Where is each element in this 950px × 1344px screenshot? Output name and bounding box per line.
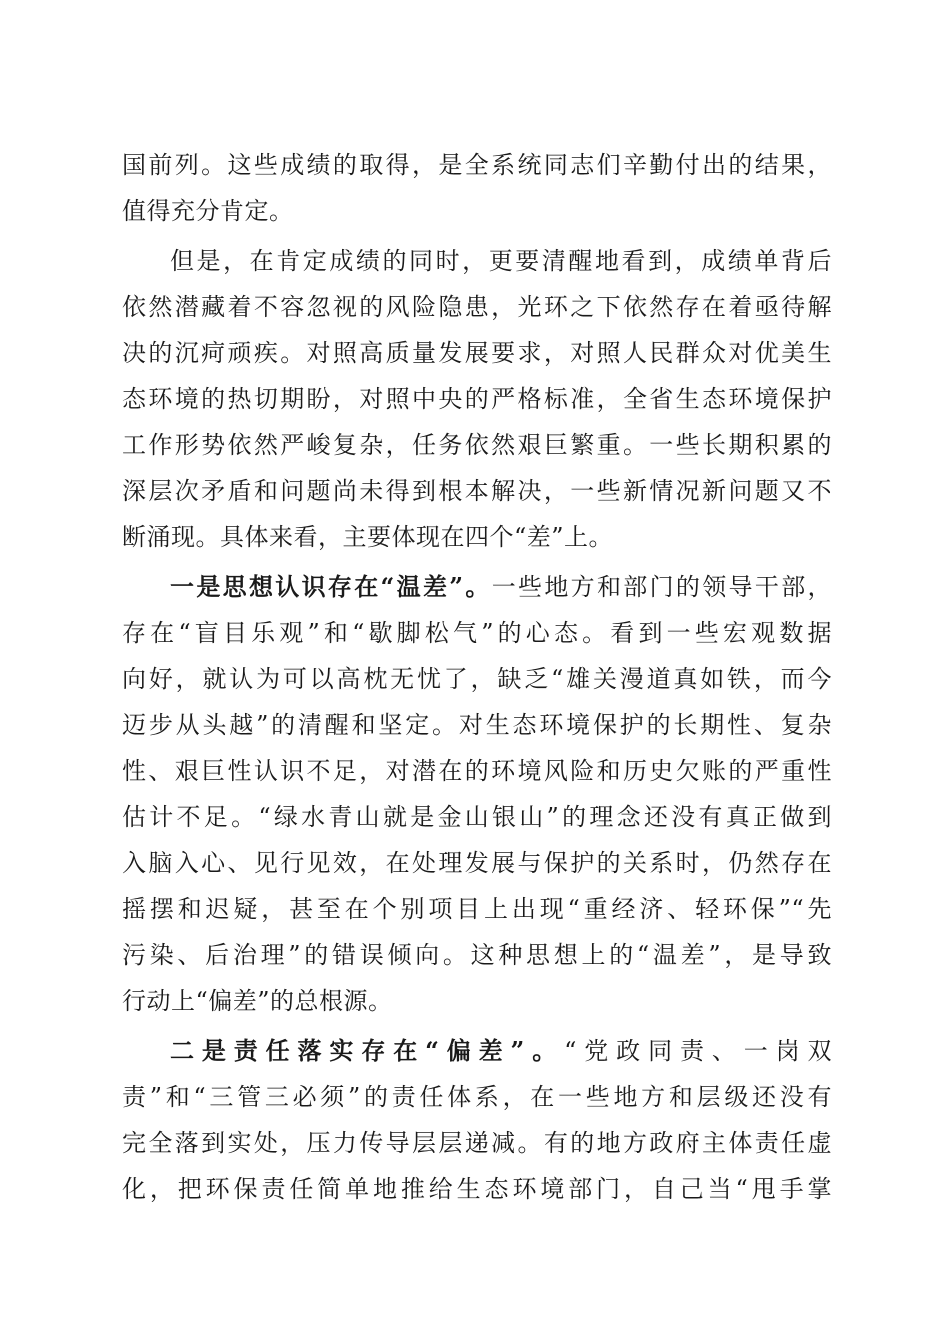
paragraph-overview (122, 238, 832, 560)
paragraph-responsibility-gap (122, 1028, 832, 1212)
paragraph-heading: 二是责任落实存在“偏差”。 (170, 1036, 565, 1065)
text-line (122, 1028, 832, 1074)
text-line: 入脑入心、见行见效，在处理发展与保护的关系时，仍然存在 (122, 849, 832, 877)
text-line: 摇摆和迟疑，甚至在个别项目上出现“重经济、轻环保”“先 (122, 895, 832, 923)
text-line: 但是，在肯定成绩的同时，更要清醒地看到，成绩单背后 (170, 247, 832, 275)
heading-rest: “党政同责、一岗双 (564, 1037, 832, 1065)
paragraph-continuation (122, 142, 832, 234)
text-line: 向好，就认为可以高枕无忧了，缺乏“雄关漫道真如铁，而今 (122, 665, 832, 693)
text-line: 化，把环保责任简单地推给生态环境部门，自己当“甩手掌 (122, 1175, 832, 1203)
text-line: 存在“盲目乐观”和“歇脚松气”的心态。看到一些宏观数据 (122, 619, 832, 647)
text-line: 行动上“偏差”的总根源。 (122, 987, 393, 1015)
text-line: 污染、后治理”的错误倾向。这种思想上的“温差”，是导致 (122, 941, 832, 969)
text-line: 工作形势依然严峻复杂，任务依然艰巨繁重。一些长期积累的 (122, 431, 832, 459)
text-line: 估计不足。“绿水青山就是金山银山”的理念还没有真正做到 (122, 803, 832, 831)
paragraph-heading: 一是思想认识存在“温差”。 (170, 572, 492, 601)
text-line: 值得充分肯定。 (122, 197, 294, 225)
text-line: 国前列。这些成绩的取得，是全系统同志们辛勤付出的结果， (122, 151, 832, 179)
text-line (122, 564, 832, 610)
text-line: 迈步从头越”的清醒和坚定。对生态环境保护的长期性、复杂 (122, 711, 832, 739)
body-text (122, 142, 832, 1212)
text-line: 决的沉疴顽疾。对照高质量发展要求，对照人民群众对优美生 (122, 339, 832, 367)
text-line: 性、艰巨性认识不足，对潜在的环境风险和历史欠账的严重性 (122, 757, 832, 785)
text-line: 依然潜藏着不容忽视的风险隐患，光环之下依然存在着亟待解 (122, 293, 832, 321)
text-line: 完全落到实处，压力传导层层递减。有的地方政府主体责任虚 (122, 1129, 832, 1157)
paragraph-thinking-gap (122, 564, 832, 1024)
heading-rest: 一些地方和部门的领导干部， (491, 573, 833, 601)
text-line: 深层次矛盾和问题尚未得到根本解决，一些新情况新问题又不 (122, 477, 832, 505)
text-line: 断涌现。具体来看，主要体现在四个“差”上。 (122, 523, 614, 551)
text-line: 责”和“三管三必须”的责任体系，在一些地方和层级还没有 (122, 1083, 832, 1111)
text-line: 态环境的热切期盼，对照中央的严格标准，全省生态环境保护 (122, 385, 832, 413)
